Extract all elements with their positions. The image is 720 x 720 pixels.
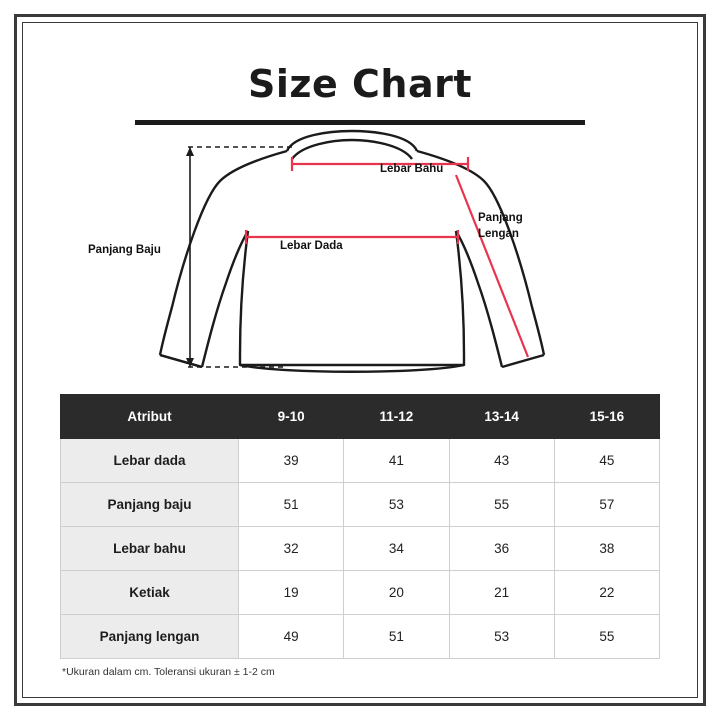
table-cell-value: 49 [239, 615, 344, 659]
table-header-size-2: 11-12 [344, 395, 449, 439]
table-row [61, 615, 660, 659]
table-header-attribute: Atribut [61, 395, 239, 439]
table-cell-value: 20 [344, 571, 449, 615]
table-cell-value: 38 [554, 527, 659, 571]
page-content [40, 40, 680, 680]
table-row [61, 527, 660, 571]
table-body [61, 439, 660, 659]
table-cell-attribute: Panjang lengan [61, 615, 239, 659]
table-cell-value: 51 [239, 483, 344, 527]
title-divider [135, 120, 585, 125]
label-body-length: Panjang Baju [88, 244, 161, 256]
sweater-diagram [80, 129, 640, 391]
table-cell-value: 21 [449, 571, 554, 615]
table-cell-attribute: Lebar bahu [61, 527, 239, 571]
table-cell-value: 36 [449, 527, 554, 571]
table-header-size-1: 9-10 [239, 395, 344, 439]
table-cell-attribute: Ketiak [61, 571, 239, 615]
table-cell-value: 51 [344, 615, 449, 659]
table-cell-value: 39 [239, 439, 344, 483]
label-sleeve-length-line1: Panjang [478, 212, 523, 224]
table-cell-value: 32 [239, 527, 344, 571]
table-cell-value: 57 [554, 483, 659, 527]
table-row [61, 439, 660, 483]
table-cell-value: 34 [344, 527, 449, 571]
garment-illustration [40, 129, 680, 394]
table-cell-value: 55 [449, 483, 554, 527]
table-cell-value: 53 [344, 483, 449, 527]
table-cell-value: 55 [554, 615, 659, 659]
page-title: Size Chart [247, 62, 472, 106]
table-header-size-4: 15-16 [554, 395, 659, 439]
label-chest-width: Lebar Dada [280, 240, 343, 252]
table-header-row [61, 395, 660, 439]
table-cell-value: 45 [554, 439, 659, 483]
table-row [61, 483, 660, 527]
table-cell-value: 22 [554, 571, 659, 615]
table-cell-value: 53 [449, 615, 554, 659]
table-cell-attribute: Panjang baju [61, 483, 239, 527]
table-header [61, 395, 660, 439]
label-sleeve-length-line2: Lengan [478, 228, 519, 240]
table-cell-value: 19 [239, 571, 344, 615]
table-cell-value: 41 [344, 439, 449, 483]
table-cell-value: 43 [449, 439, 554, 483]
table-row [61, 571, 660, 615]
size-table [60, 394, 660, 659]
table-cell-attribute: Lebar dada [61, 439, 239, 483]
table-header-size-3: 13-14 [449, 395, 554, 439]
measurement-note: *Ukuran dalam cm. Toleransi ukuran ± 1-2 cm [62, 666, 275, 678]
measurement-lines [246, 157, 528, 357]
label-shoulder-width: Lebar Bahu [380, 163, 444, 175]
